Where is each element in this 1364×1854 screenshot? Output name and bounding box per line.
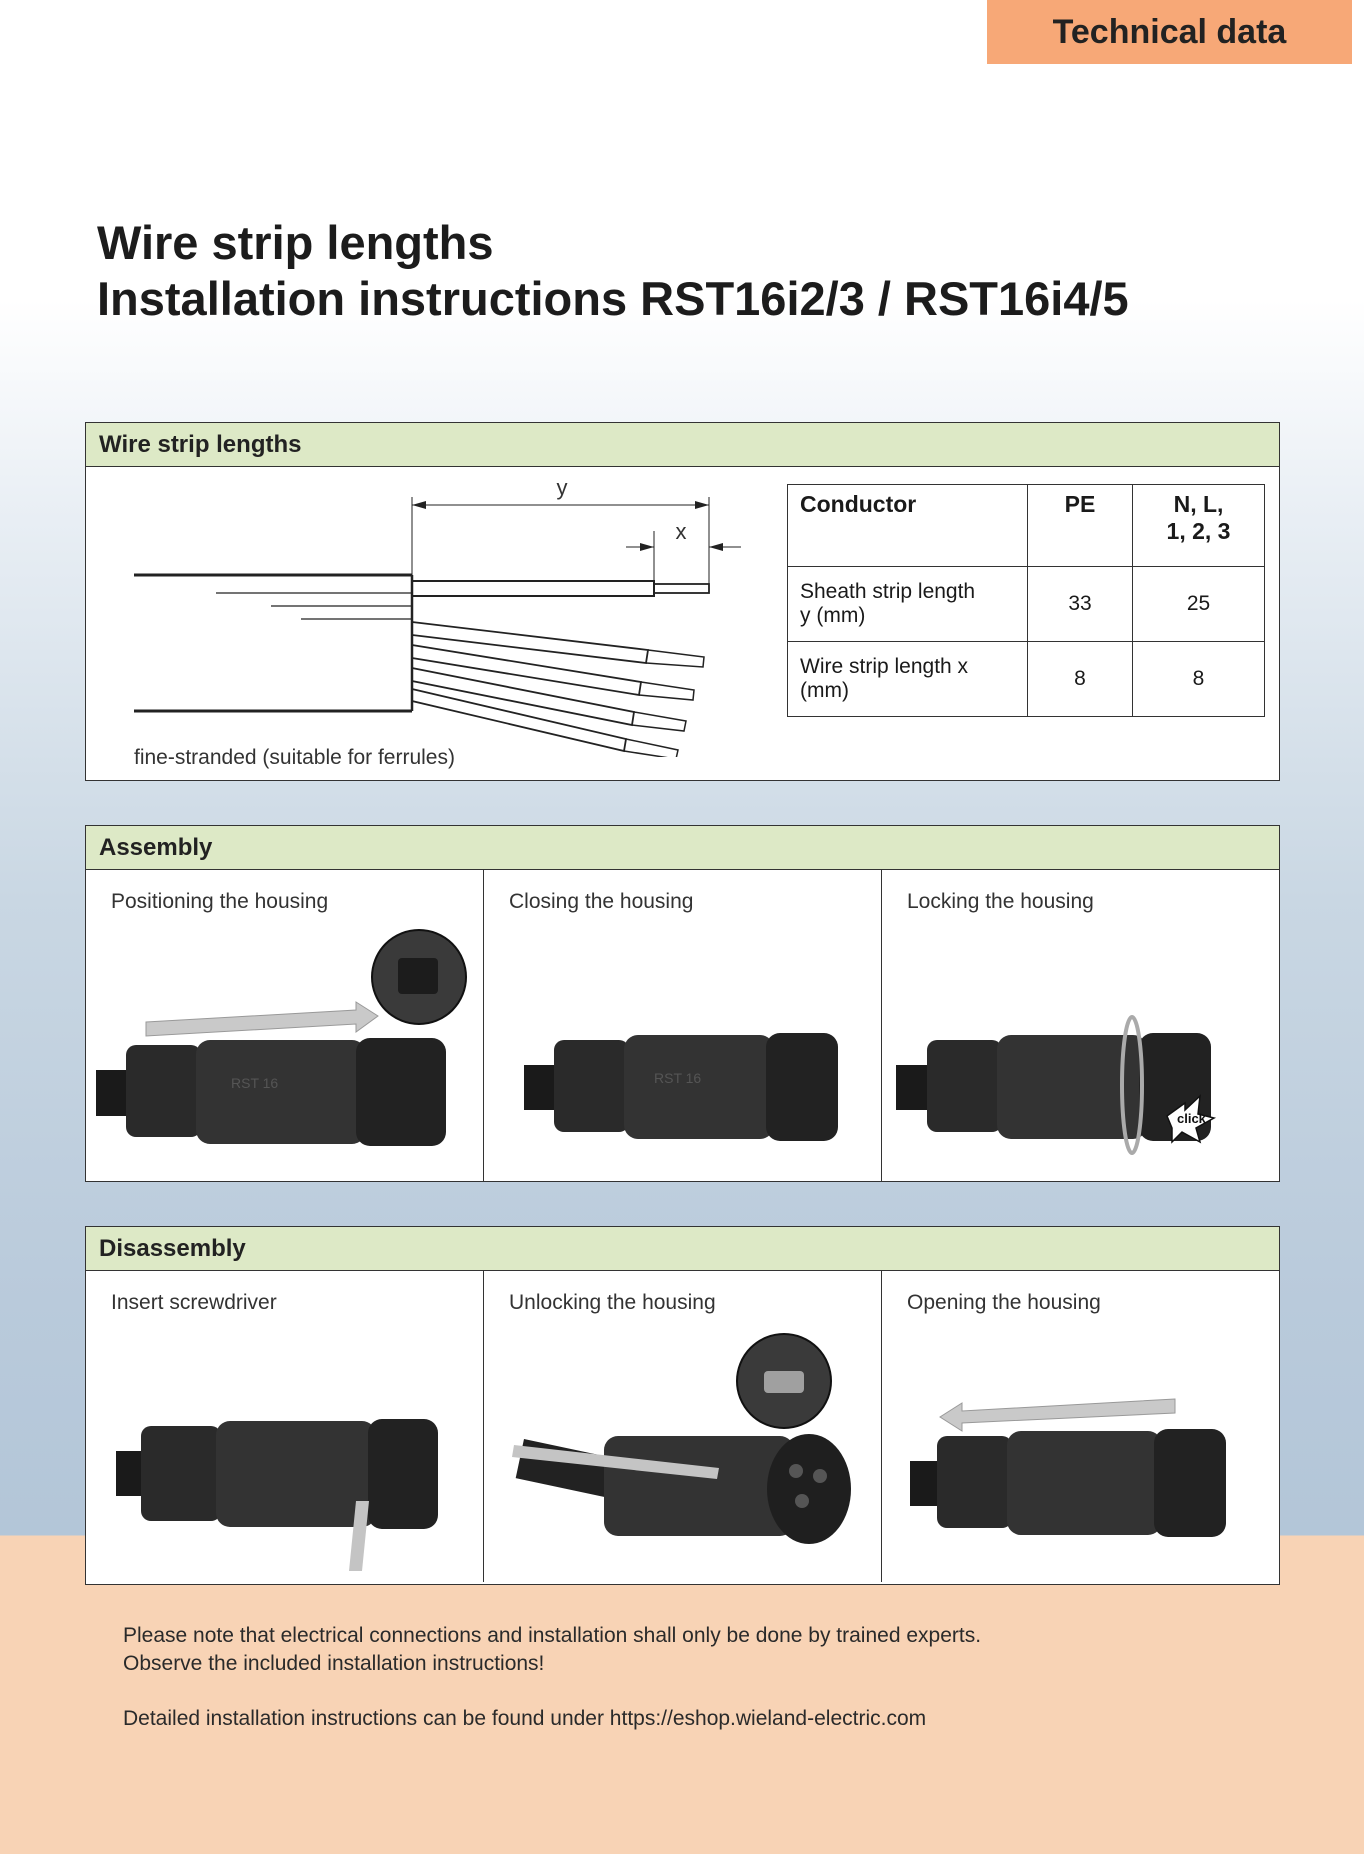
connector-positioning-image [86, 870, 482, 1181]
disassembly-step-unlocking [484, 1271, 882, 1582]
step-label: Unlocking the housing [509, 1291, 716, 1314]
table-row [788, 567, 1265, 642]
connector-opening-image [882, 1271, 1278, 1582]
assembly-heading: Assembly [86, 826, 1279, 870]
col-pe: PE [1028, 485, 1133, 567]
section-tag: Technical data [987, 0, 1352, 64]
title-line-2: Installation instructions RST16i2/3 / RST16i4/5 [97, 272, 1129, 325]
note-line: Detailed installation instructions can be found under https://eshop.wieland-electric.com [123, 1707, 927, 1730]
assembly-panel [85, 825, 1280, 1182]
note-line: Please note that electrical connections and installation shall only be done by trained experts. [123, 1624, 982, 1647]
page-title [97, 215, 1129, 327]
assembly-step-locking [882, 870, 1279, 1181]
row-pe-value: 33 [1028, 567, 1133, 642]
wire-strip-panel [85, 422, 1280, 781]
dimension-x-label: x [675, 519, 687, 544]
connector-locking-image [882, 870, 1278, 1181]
disassembly-step-screwdriver [86, 1271, 484, 1582]
wire-strip-heading: Wire strip lengths [86, 423, 1279, 467]
connector-marking: RST 16 [654, 1070, 702, 1086]
connector-unlocking-image [484, 1271, 880, 1582]
note-line: Observe the included installation instructions! [123, 1652, 545, 1675]
installation-notes [123, 1622, 981, 1733]
strip-length-table [787, 484, 1265, 717]
disassembly-step-opening [882, 1271, 1279, 1582]
wire-strip-diagram [86, 467, 786, 757]
table-header-row [788, 485, 1265, 567]
step-label: Opening the housing [907, 1291, 1101, 1314]
step-label: Locking the housing [907, 890, 1094, 913]
col-nl: N, L, 1, 2, 3 [1133, 485, 1265, 567]
disassembly-heading: Disassembly [86, 1227, 1279, 1271]
title-line-1: Wire strip lengths [97, 216, 494, 269]
col-conductor: Conductor [788, 485, 1028, 567]
connector-marking: RST 16 [231, 1075, 279, 1091]
assembly-step-closing [484, 870, 882, 1181]
row-nl-value: 25 [1133, 567, 1265, 642]
diagram-caption: fine-stranded (suitable for ferrules) [134, 746, 455, 769]
row-label: Sheath strip length y (mm) [788, 567, 1028, 642]
step-label: Positioning the housing [111, 890, 329, 913]
connector-closing-image [484, 870, 880, 1181]
row-nl-value: 8 [1133, 642, 1265, 717]
row-label: Wire strip length x (mm) [788, 642, 1028, 717]
step-label: Closing the housing [509, 890, 694, 913]
connector-screwdriver-image [86, 1271, 482, 1582]
row-pe-value: 8 [1028, 642, 1133, 717]
assembly-step-positioning [86, 870, 484, 1181]
disassembly-panel [85, 1226, 1280, 1585]
table-row [788, 642, 1265, 717]
dimension-y-label: y [556, 475, 568, 500]
click-badge: click [1177, 1111, 1206, 1126]
step-label: Insert screwdriver [111, 1291, 277, 1314]
